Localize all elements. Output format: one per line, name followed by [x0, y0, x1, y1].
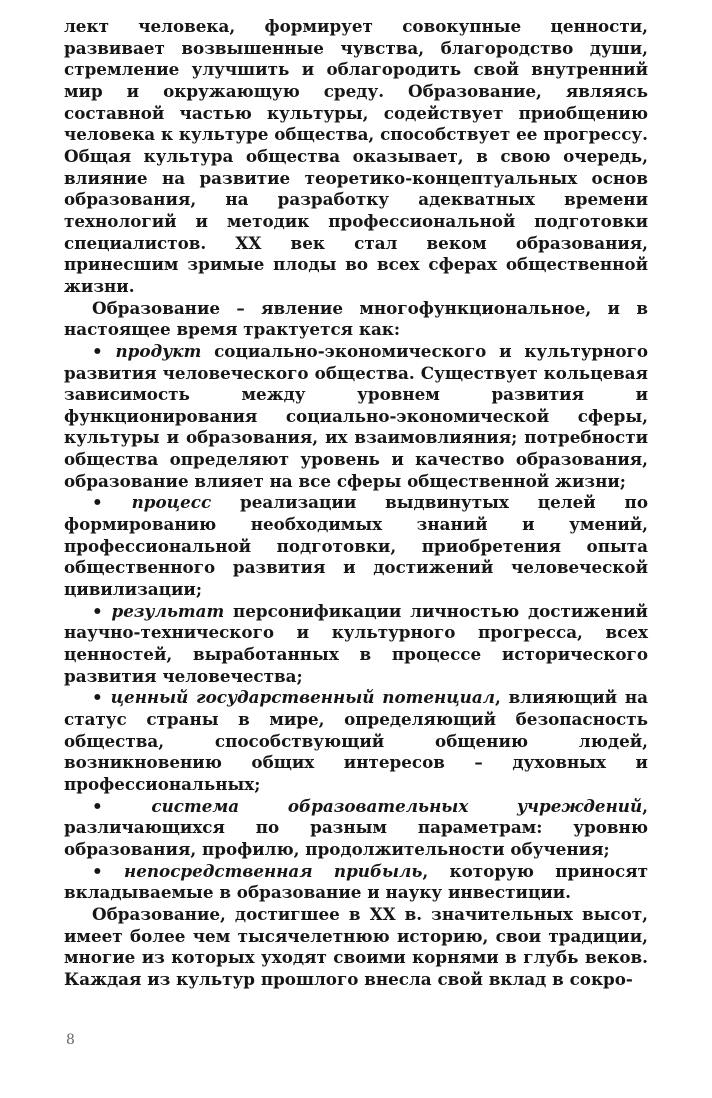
list-term: ценный государственный потенциал: [110, 687, 495, 708]
bullet-icon: •: [92, 492, 103, 513]
bullet-icon: •: [92, 795, 103, 816]
list-text: реализации выдвинутых целей по формированию необходимых знаний и умений, профессиональной подготовки, приобретения опыта общественного развития и достижений человеческой цивилизации;: [64, 492, 648, 600]
list-item: [64, 687, 648, 795]
list-term: непосредственная прибыль: [124, 860, 423, 881]
paragraph-continuation: лект человека, формирует совокупные ценности, развивает возвышенные чувства, благородство души, стремление улучшить и облагородить свой внутренний мир и окружающую среду. Образование, являясь составной частью культуры, содействует приобщению человека к культуре общества, способствует ее прогрессу. Общая культура общества оказывает, в свою очередь, влияние на развитие теоретико-концептуальных основ образования, на разработку адекватных времени технологий и методик профессиональной подготовки специалистов. XX век стал веком образования, принесшим зримые плоды во всех сферах общественной жизни.: [64, 16, 648, 296]
list-text: , различающихся по разным параметрам: уровню образования, профилю, продолжительности обучения;: [64, 795, 648, 859]
list-term: результат: [111, 600, 225, 621]
list-item: [64, 601, 648, 688]
list-term: процесс: [131, 492, 212, 513]
list-text: социально-экономического и культурного развития человеческого общества. Существует кольцевая зависимость между уровнем развития и функционирования социально-экономической сферы, культуры и образования, их взаимовлияния; потребности общества определяют уровень и качество образования, образование влияет на все сферы общественной жизни;: [64, 340, 648, 491]
list-text: персонификации личностью достижений научно-технического и культурного прогресса, всех ценностей, выработанных в процессе исторического развития человечества;: [64, 600, 648, 686]
list-item: [64, 341, 648, 493]
list-item: [64, 492, 648, 600]
paragraph-intro: Образование – явление многофункциональное, и в настоящее время трактуется как:: [64, 297, 648, 340]
list-text: , которую приносят вкладываемые в образование и науку инвестиции.: [64, 860, 649, 903]
list-item: [64, 861, 648, 904]
paragraph-closing: Образование, достигшее в XX в. значительных высот, имеет более чем тысячелетнюю историю, свои традиции, многие из которых уходят своими корнями в глубь веков. Каждая из культур прошлого внесла свой вклад в сокро-: [64, 903, 648, 989]
page-body: [64, 16, 648, 991]
list-term: система образовательных учреждений: [151, 795, 643, 816]
list-term: продукт: [115, 340, 202, 361]
bullet-icon: •: [92, 600, 103, 621]
page-number: 8: [66, 1032, 75, 1048]
bullet-icon: •: [92, 340, 103, 361]
list-item: [64, 796, 648, 861]
bullet-icon: •: [92, 860, 103, 881]
bullet-icon: •: [92, 687, 103, 708]
list-text: , влияющий на статус страны в мире, определяющий безопасность общества, способствующий общению людей, возникновению общих интересов – духовных и профессиональных;: [64, 687, 648, 794]
